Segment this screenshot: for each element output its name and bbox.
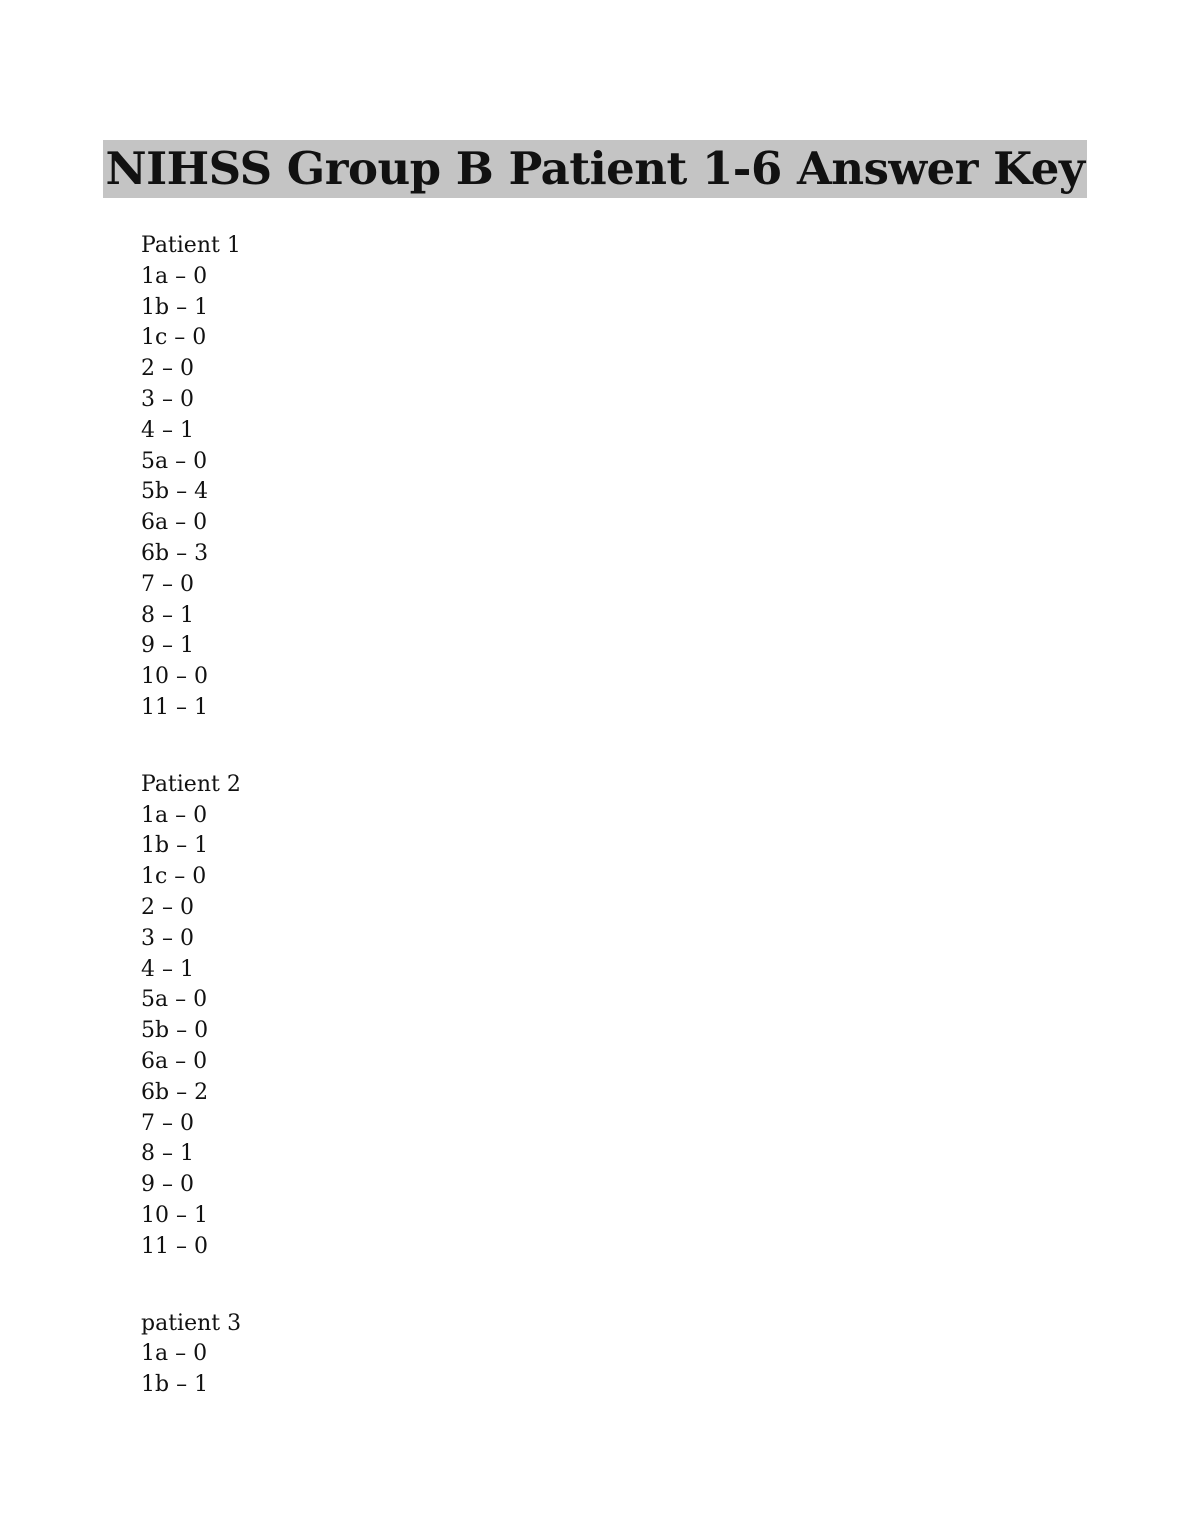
patient-heading: Patient 2 [141,771,241,797]
score-item: 9 – 0 [141,1172,194,1198]
score-item: 10 – 0 [141,664,208,690]
score-item: 5b – 0 [141,1018,209,1044]
patient-section [141,1309,1041,1401]
patient-section [141,770,1041,1263]
score-item: 6b – 2 [141,1079,209,1105]
score-item: 5a – 0 [141,987,208,1013]
score-item: 2 – 0 [141,356,194,382]
score-item: 5a – 0 [141,448,208,474]
score-item: 7 – 0 [141,1110,194,1136]
title-container [0,140,1190,198]
score-item: 4 – 1 [141,417,194,443]
score-item: 6a – 0 [141,510,208,536]
answer-key-content [141,231,1041,1447]
score-item: 1b – 1 [141,833,209,859]
score-item: 1c – 0 [141,325,207,351]
score-item: 11 – 1 [141,694,208,720]
score-item: 11 – 0 [141,1233,208,1259]
score-item: 3 – 0 [141,386,194,412]
patient-heading: Patient 1 [141,233,241,258]
score-item: 2 – 0 [141,894,194,920]
patient-heading: patient 3 [141,1310,242,1336]
patient-section [141,231,1041,724]
score-item: 5b – 4 [141,479,209,505]
score-item: 1a – 0 [141,263,208,289]
score-item: 1a – 0 [141,1341,208,1367]
score-item: 6b – 3 [141,540,209,566]
score-item: 9 – 1 [141,633,194,659]
score-item: 10 – 1 [141,1202,208,1228]
score-item: 7 – 0 [141,571,194,597]
score-item: 8 – 1 [141,1141,194,1167]
page-title: NIHSS Group B Patient 1-6 Answer Key [103,140,1086,198]
score-item: 1b – 1 [141,294,209,320]
score-item: 6a – 0 [141,1048,208,1074]
score-item: 1a – 0 [141,802,208,828]
score-item: 3 – 0 [141,925,194,951]
score-item: 4 – 1 [141,956,194,982]
score-item: 1c – 0 [141,864,207,890]
score-item: 1b – 1 [141,1372,209,1398]
score-item: 8 – 1 [141,602,194,628]
